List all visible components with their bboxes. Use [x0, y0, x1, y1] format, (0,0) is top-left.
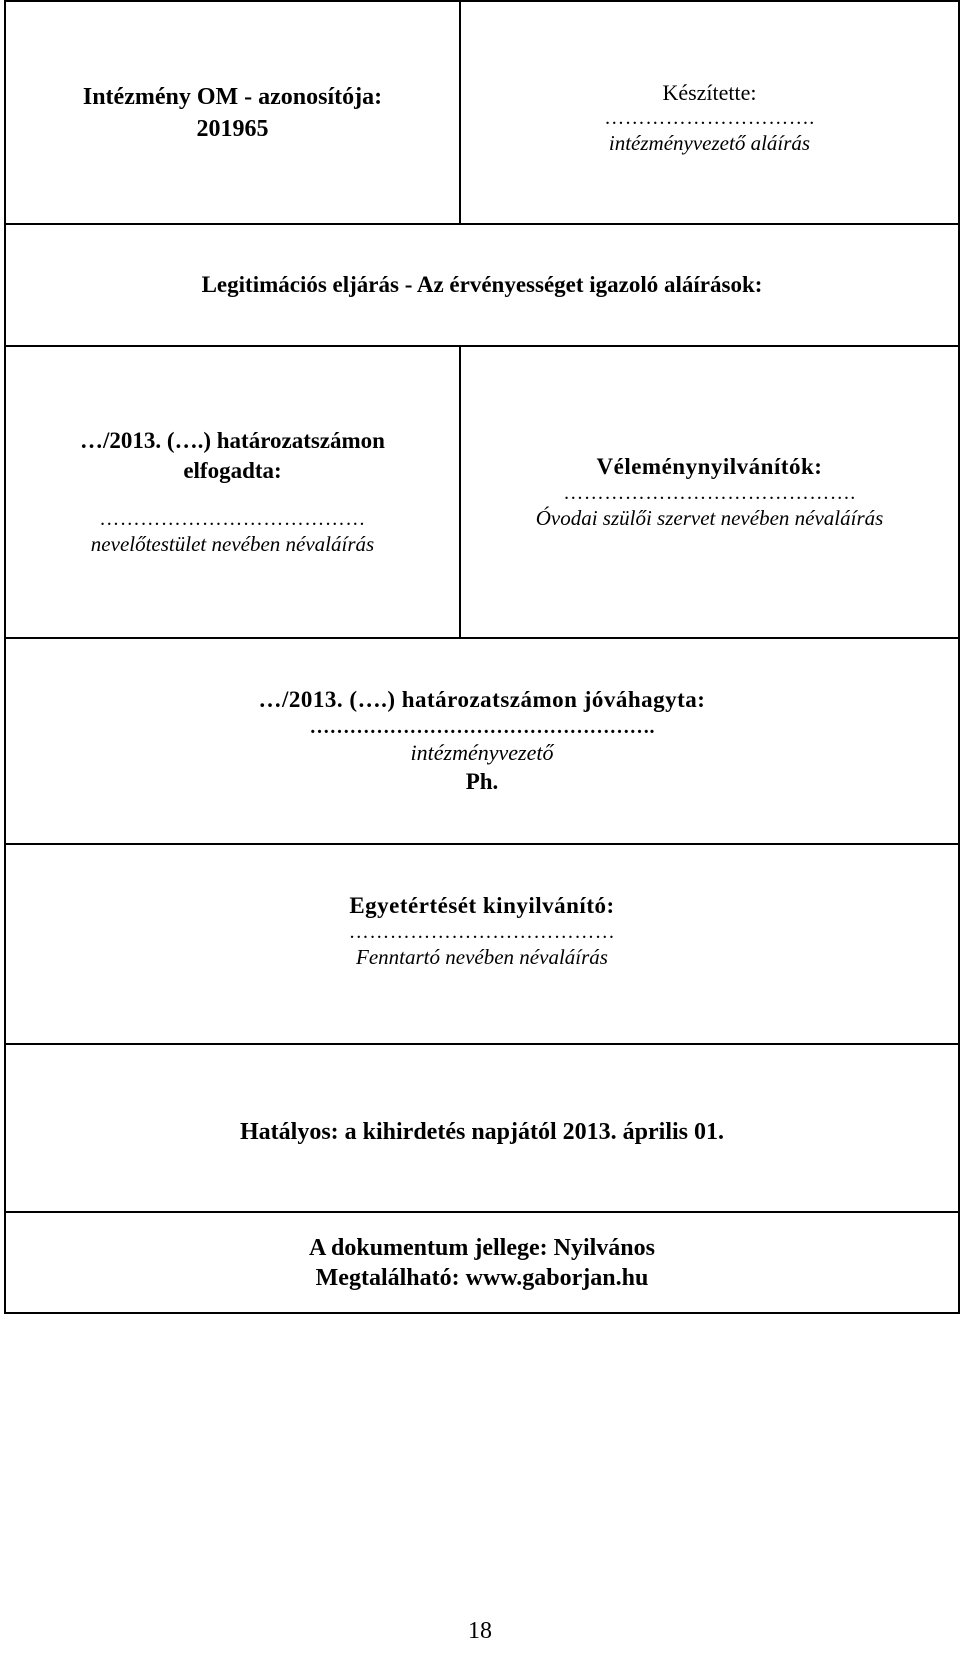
- prepared-cell: [460, 1, 959, 224]
- opinion-title: Véleménynyilvánítók:: [596, 454, 823, 479]
- prepared-signature-line: ………………………….: [604, 107, 815, 129]
- legitimation-row: [5, 224, 959, 346]
- page-number: 18: [468, 1618, 492, 1644]
- document-nature: A dokumentum jellege: Nyilvános: [308, 1234, 655, 1261]
- om-cell: [5, 1, 460, 224]
- prepared-role: intézményvezető aláírás: [608, 131, 811, 155]
- approval-signature-line: …………………………………………….: [309, 716, 655, 738]
- document-location: Megtalálható: www.gaborjan.hu: [315, 1264, 649, 1291]
- staff-role: nevelőtestület nevében névaláírás: [90, 532, 375, 556]
- staff-approval-cell: [5, 346, 460, 638]
- staff-approval-line2: elfogadta:: [183, 458, 282, 483]
- consent-row: [5, 844, 959, 1044]
- legitimation-cell: [5, 224, 959, 346]
- opinion-signature-line: …………………………………….: [563, 482, 856, 504]
- approval-role: intézményvezető: [410, 740, 554, 765]
- consent-signature-line: …………………………………: [348, 921, 616, 943]
- approval-cell: [5, 638, 959, 844]
- document-info-row: [5, 1212, 959, 1313]
- consent-cell: [5, 844, 959, 1044]
- opinion-cell: [460, 346, 959, 638]
- signature-row: [5, 346, 959, 638]
- legitimation-title: Legitimációs eljárás - Az érvényességet igazoló aláírások:: [201, 272, 763, 297]
- approval-line1: …/2013. (….) határozatszámon jóváhagyta:: [258, 687, 706, 712]
- effective-row: [5, 1044, 959, 1212]
- document-info-cell: [5, 1212, 959, 1313]
- effective-text: Hatályos: a kihirdetés napjától 2013. április 01.: [239, 1119, 725, 1145]
- consent-role: Fenntartó nevében névaláírás: [356, 945, 608, 969]
- effective-cell: [5, 1044, 959, 1212]
- document-table: [4, 0, 960, 1314]
- om-label: Intézmény OM - azonosítója:: [82, 83, 383, 110]
- prepared-label: Készítette:: [662, 80, 757, 105]
- approval-row: [5, 638, 959, 844]
- staff-approval-line1: …/2013. (….) határozatszámon: [80, 428, 385, 453]
- consent-title: Egyetértését kinyilvánító:: [349, 893, 615, 918]
- approval-stamp: Ph.: [465, 769, 499, 794]
- om-value: 201965: [196, 115, 269, 142]
- opinion-role: Óvodai szülői szervet nevében névaláírás: [535, 506, 884, 530]
- header-row: [5, 1, 959, 224]
- staff-signature-line: …………………………………: [99, 508, 366, 530]
